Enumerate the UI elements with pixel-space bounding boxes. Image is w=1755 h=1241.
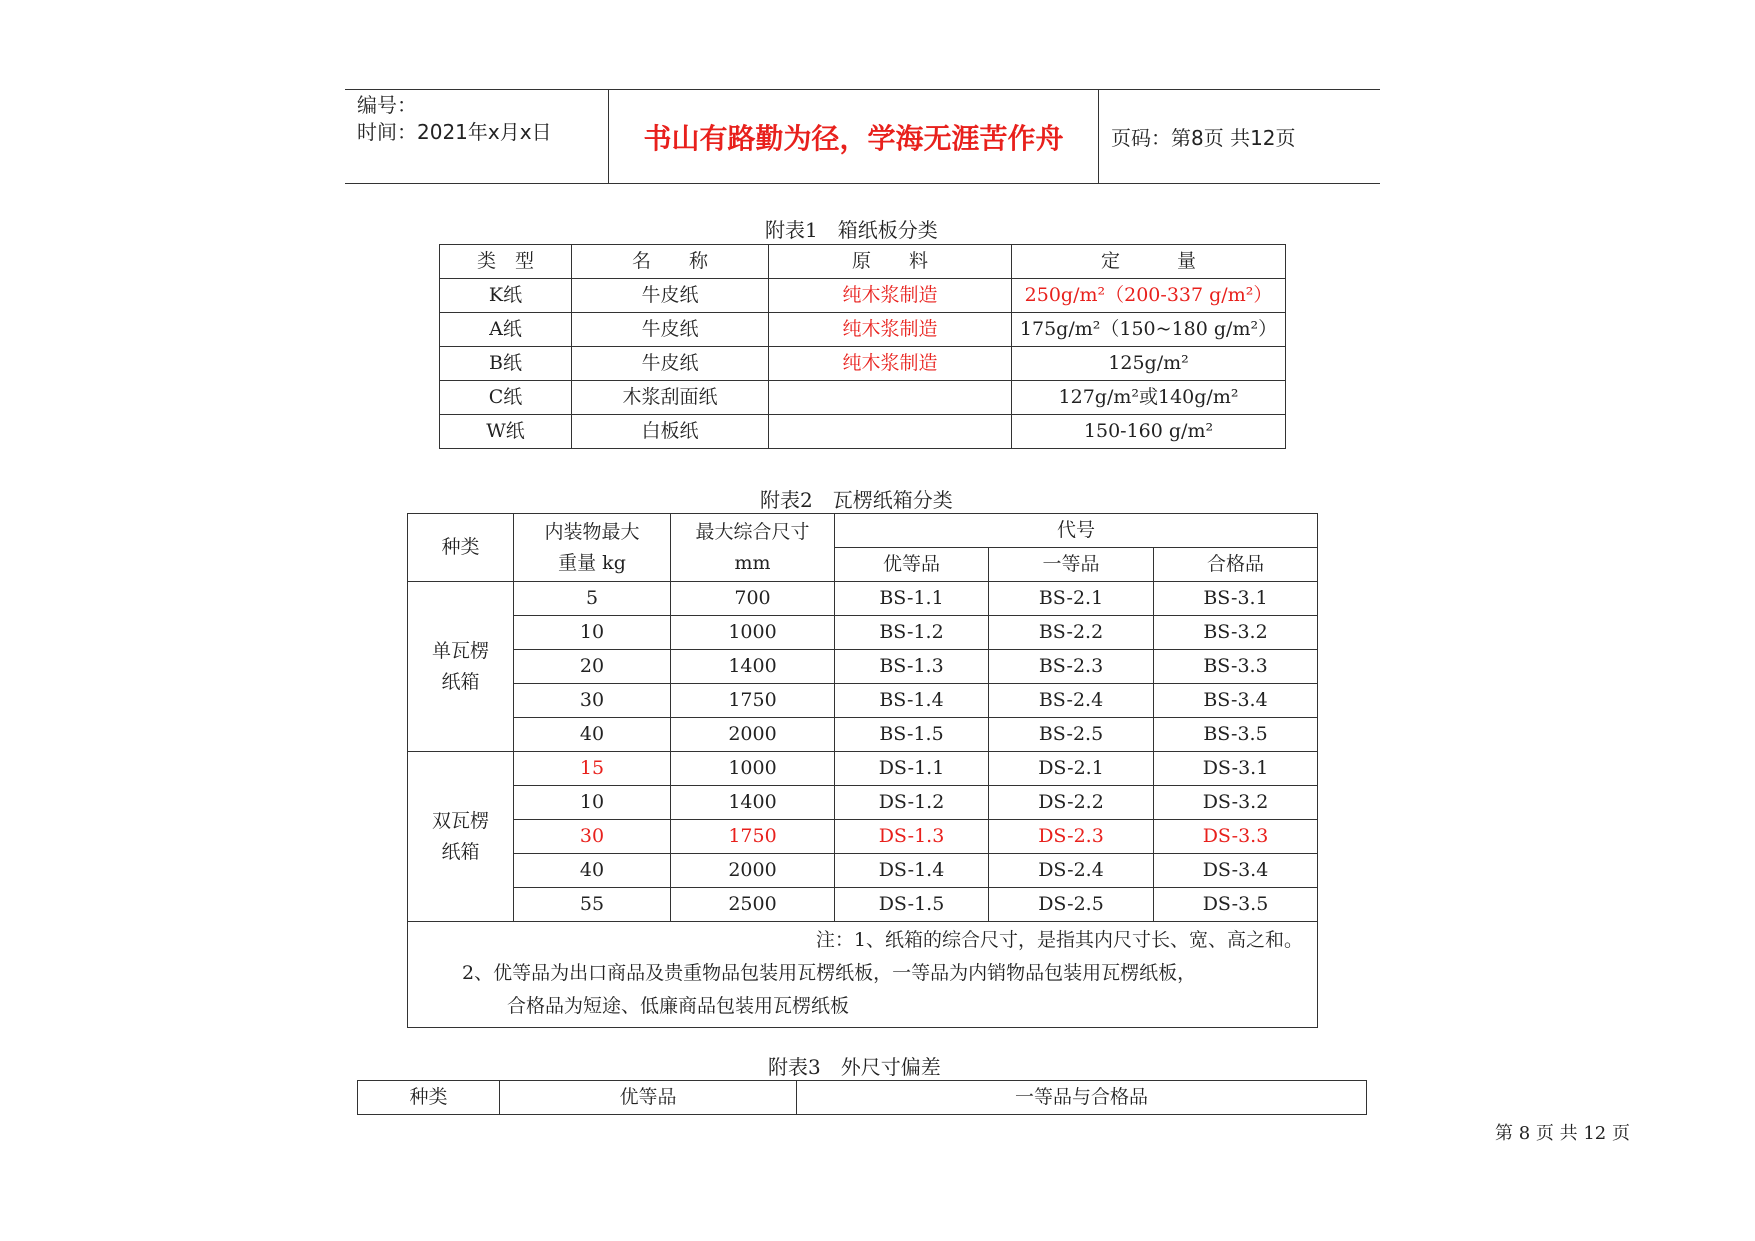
- header-cell: [671, 514, 835, 582]
- table-cell: BS-3.2: [1154, 616, 1318, 650]
- table-cell: 30: [514, 820, 671, 854]
- table-cell: DS-2.3: [989, 820, 1154, 854]
- table-cell: DS-2.1: [989, 752, 1154, 786]
- table-cell: DS-1.5: [835, 888, 989, 922]
- table-cell: 55: [514, 888, 671, 922]
- table-header-row: [408, 514, 1318, 548]
- corrugated-box-classification-table: [407, 513, 1318, 1028]
- table-cell: BS-3.4: [1154, 684, 1318, 718]
- table-cell: DS-2.4: [989, 854, 1154, 888]
- table-cell: 牛皮纸: [572, 279, 769, 313]
- table-cell: 700: [671, 582, 835, 616]
- table-cell: 牛皮纸: [572, 347, 769, 381]
- table-row: [440, 415, 1286, 449]
- table-row: [408, 684, 1318, 718]
- table-cell: DS-3.2: [1154, 786, 1318, 820]
- table-cell: 1000: [671, 616, 835, 650]
- group-label-line: 纸箱: [441, 840, 480, 863]
- table-row: [440, 313, 1286, 347]
- table-cell: 纯木浆制造: [769, 279, 1012, 313]
- table-header-row: [358, 1081, 1367, 1115]
- table-row: [408, 820, 1318, 854]
- table-cell: 木浆刮面纸: [572, 381, 769, 415]
- table-cell: 5: [514, 582, 671, 616]
- table-cell: BS-2.1: [989, 582, 1154, 616]
- table1-caption: 附表1 箱纸板分类: [765, 218, 938, 242]
- header-page-number: 页码：第8页 共12页: [1111, 126, 1296, 150]
- table-cell: DS-2.5: [989, 888, 1154, 922]
- table-row: [408, 650, 1318, 684]
- table-cell: 牛皮纸: [572, 313, 769, 347]
- table-cell: 15: [514, 752, 671, 786]
- table-cell: 纯木浆制造: [769, 313, 1012, 347]
- header-cell: 种类: [358, 1081, 500, 1115]
- header-line: 最大综合尺寸: [695, 520, 810, 543]
- table-cell: 2000: [671, 854, 835, 888]
- header-line: mm: [734, 551, 771, 574]
- table-cell: 125g/m²: [1012, 347, 1286, 381]
- group-label-cell: [408, 752, 514, 922]
- table-cell: 40: [514, 854, 671, 888]
- table-row: [408, 752, 1318, 786]
- table-cell: BS-1.3: [835, 650, 989, 684]
- header-meta: [345, 90, 608, 183]
- header-line: 内装物最大: [544, 520, 640, 543]
- table-cell: DS-3.3: [1154, 820, 1318, 854]
- table3-caption: 附表3 外尺寸偏差: [768, 1055, 941, 1079]
- table-cell: BS-3.5: [1154, 718, 1318, 752]
- table-cell: BS-1.2: [835, 616, 989, 650]
- table-cell: [769, 415, 1012, 449]
- table-cell: 1400: [671, 786, 835, 820]
- header-cell: 一等品: [989, 548, 1154, 582]
- header-cell: 优等品: [500, 1081, 797, 1115]
- table-cell: BS-1.4: [835, 684, 989, 718]
- table-cell: A纸: [440, 313, 572, 347]
- table-cell: K纸: [440, 279, 572, 313]
- table-row: [440, 347, 1286, 381]
- outer-dimension-deviation-table: [357, 1080, 1367, 1115]
- table-row: [408, 718, 1318, 752]
- header-cell: 一等品与合格品: [797, 1081, 1367, 1115]
- table-cell: BS-3.1: [1154, 582, 1318, 616]
- table-cell: DS-2.2: [989, 786, 1154, 820]
- header-cell: 原 料: [769, 245, 1012, 279]
- table-cell: 2000: [671, 718, 835, 752]
- table-cell: DS-1.4: [835, 854, 989, 888]
- table-row: [440, 381, 1286, 415]
- table-cell: 127g/m²或140g/m²: [1012, 381, 1286, 415]
- table-cell: [769, 381, 1012, 415]
- table-cell: DS-3.5: [1154, 888, 1318, 922]
- table-cell: BS-1.1: [835, 582, 989, 616]
- note-line: 合格品为短途、低廉商品包装用瓦楞纸板: [507, 995, 850, 1017]
- table-cell: BS-2.5: [989, 718, 1154, 752]
- number-label: 编号：: [357, 93, 417, 117]
- table-row: [408, 786, 1318, 820]
- group-label-cell: [408, 582, 514, 752]
- table-cell: DS-1.1: [835, 752, 989, 786]
- header-cell: 代号: [835, 514, 1318, 548]
- table-cell: W纸: [440, 415, 572, 449]
- table-row: [408, 854, 1318, 888]
- table-row: [408, 888, 1318, 922]
- header-cell: 优等品: [835, 548, 989, 582]
- time-label: 时间：2021年x月x日: [357, 120, 552, 144]
- page-footer: 第 8 页 共 12 页: [1495, 1123, 1630, 1144]
- table-cell: 白板纸: [572, 415, 769, 449]
- header-line: 重量 kg: [558, 551, 626, 574]
- header-cell: 合格品: [1154, 548, 1318, 582]
- table-cell: 10: [514, 786, 671, 820]
- table-cell: 40: [514, 718, 671, 752]
- header-motto: 书山有路勤为径，学海无涯苦作舟: [608, 90, 1099, 183]
- header-cell: 种类: [408, 514, 514, 582]
- table-cell: 1750: [671, 820, 835, 854]
- table-cell: DS-1.3: [835, 820, 989, 854]
- table-cell: 250g/m²（200-337 g/m²）: [1012, 279, 1286, 313]
- table-cell: 1750: [671, 684, 835, 718]
- table-note-row: [408, 922, 1318, 1028]
- group-label-line: 双瓦楞: [431, 809, 489, 832]
- table-header-row: [440, 245, 1286, 279]
- header-cell: 定 量: [1012, 245, 1286, 279]
- table-cell: B纸: [440, 347, 572, 381]
- table-cell: 175g/m²（150~180 g/m²）: [1012, 313, 1286, 347]
- group-label-line: 纸箱: [441, 670, 480, 693]
- table-cell: 10: [514, 616, 671, 650]
- table-cell: C纸: [440, 381, 572, 415]
- document-header: [345, 89, 1380, 184]
- table-cell: BS-2.4: [989, 684, 1154, 718]
- table-cell: BS-3.3: [1154, 650, 1318, 684]
- table-cell: 2500: [671, 888, 835, 922]
- table-cell: 1400: [671, 650, 835, 684]
- table-cell: DS-3.1: [1154, 752, 1318, 786]
- table-cell: DS-3.4: [1154, 854, 1318, 888]
- note-line: 注：1、纸箱的综合尺寸，是指其内尺寸长、宽、高之和。: [815, 929, 1304, 951]
- paperboard-classification-table: [439, 244, 1286, 449]
- table-cell: 1000: [671, 752, 835, 786]
- table-note: [408, 922, 1318, 1028]
- table-row: [440, 279, 1286, 313]
- table-cell: 150-160 g/m²: [1012, 415, 1286, 449]
- table-cell: BS-1.5: [835, 718, 989, 752]
- note-line: 2、优等品为出口商品及贵重物品包装用瓦楞纸板，一等品为内销物品包装用瓦楞纸板，: [462, 962, 1197, 984]
- header-cell: 类 型: [440, 245, 572, 279]
- table-cell: DS-1.2: [835, 786, 989, 820]
- table-cell: BS-2.3: [989, 650, 1154, 684]
- table-cell: BS-2.2: [989, 616, 1154, 650]
- table2-caption: 附表2 瓦楞纸箱分类: [760, 488, 953, 512]
- table-row: [408, 616, 1318, 650]
- header-cell: 名 称: [572, 245, 769, 279]
- table-cell: 20: [514, 650, 671, 684]
- table-cell: 纯木浆制造: [769, 347, 1012, 381]
- header-cell: [514, 514, 671, 582]
- group-label-line: 单瓦楞: [431, 639, 489, 662]
- table-cell: 30: [514, 684, 671, 718]
- table-row: [408, 582, 1318, 616]
